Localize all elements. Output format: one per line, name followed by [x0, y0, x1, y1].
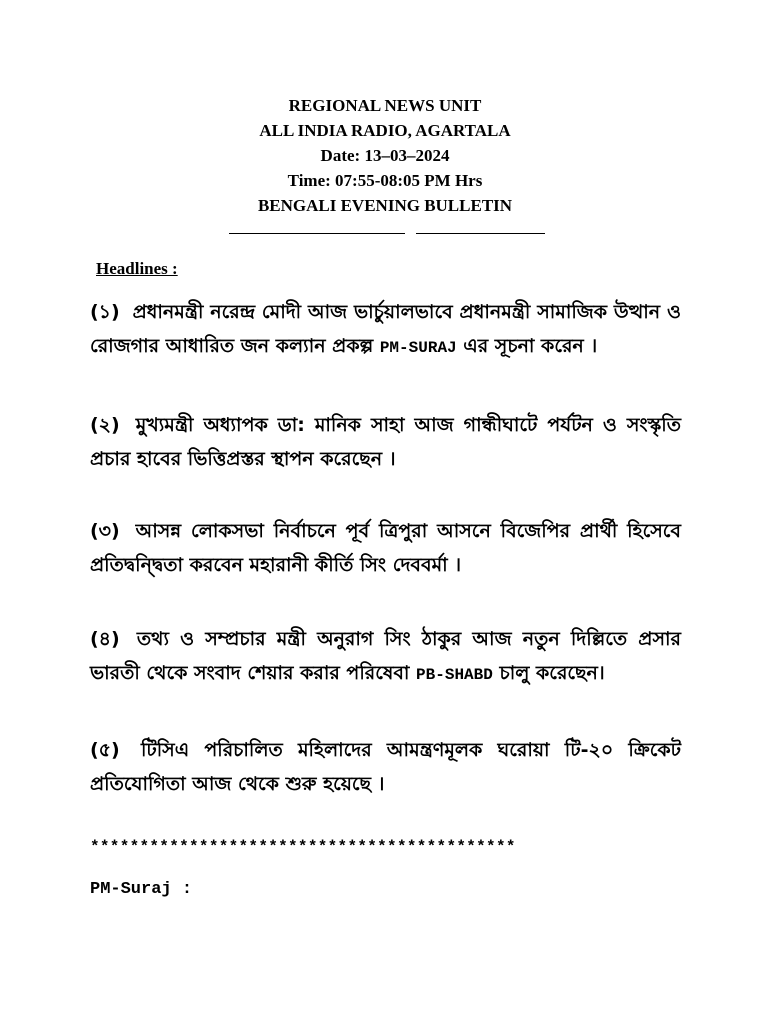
section-title: PM-Suraj : — [90, 880, 193, 899]
headline-text: তথ্য ও সম্প্রচার মন্ত্রী অনুরাগ সিং ঠাকুর আজ নতুন দিল্লিতে প্রসার ভারতী থেকে সংবাদ শেয়ার করার পরিষেবা — [90, 628, 681, 684]
headline-text: টিসিএ পরিচালিত মহিলাদের আমন্ত্রণমূলক ঘরোয়া টি-২০ ক্রিকেট প্রতিযোগিতা আজ থেকে শুরু হয়েছে । — [90, 739, 681, 795]
bulletin-header — [0, 93, 770, 218]
headline-number: (৫) — [90, 739, 120, 761]
separator-line: ******************************************* — [90, 838, 516, 856]
bulletin-time: Time: 07:55-08:05 PM Hrs — [287, 171, 483, 190]
headline-number: (১) — [90, 301, 120, 323]
headline-number: (৩) — [90, 520, 120, 542]
headline-text: মুখ্যমন্ত্রী অধ্যাপক ডা: মানিক সাহা আজ গান্ধীঘাটে পর্যটন ও সংস্কৃতি প্রচার হাবের ভিত্তিপ্রস্তর স্থাপন করেছেন । — [90, 414, 681, 470]
headline-code: PB-SHABD — [416, 666, 493, 684]
headline-number: (২) — [90, 414, 120, 436]
news-unit-title: REGIONAL NEWS UNIT — [288, 96, 482, 115]
headline-code: PM-SURAJ — [379, 339, 457, 357]
headline-text: প্রধানমন্ত্রী নরেন্দ্র মোদী আজ ভার্চুয়ালভাবে প্রধানমন্ত্রী সামাজিক উত্থান ও রোজগার আধারিত জন কল্যান প্রকল্প — [90, 301, 681, 357]
headline-number: (৪) — [90, 628, 120, 650]
bulletin-date: Date: 13–03–2024 — [320, 146, 450, 165]
station-name: ALL INDIA RADIO, AGARTALA — [259, 121, 511, 140]
headline-text-tail: এর সূচনা করেন । — [463, 335, 598, 357]
headlines-label: Headlines : — [96, 259, 178, 278]
headline-item — [90, 408, 681, 476]
bulletin-name: BENGALI EVENING BULLETIN — [257, 196, 513, 215]
headline-item — [90, 733, 681, 801]
header-underline-left — [229, 233, 405, 234]
headline-item — [90, 622, 681, 692]
headline-text-tail: চালু করেছেন। — [499, 662, 605, 684]
header-underline-right — [416, 233, 545, 234]
headline-item — [90, 514, 681, 582]
headline-item — [90, 295, 681, 365]
headline-text: আসন্ন লোকসভা নির্বাচনে পূর্ব ত্রিপুরা আসনে বিজেপির প্রার্থী হিসেবে প্রতিদ্বন্দ্বিতা করবেন মহারানী কীর্তি সিং দেববর্মা । — [90, 520, 681, 576]
